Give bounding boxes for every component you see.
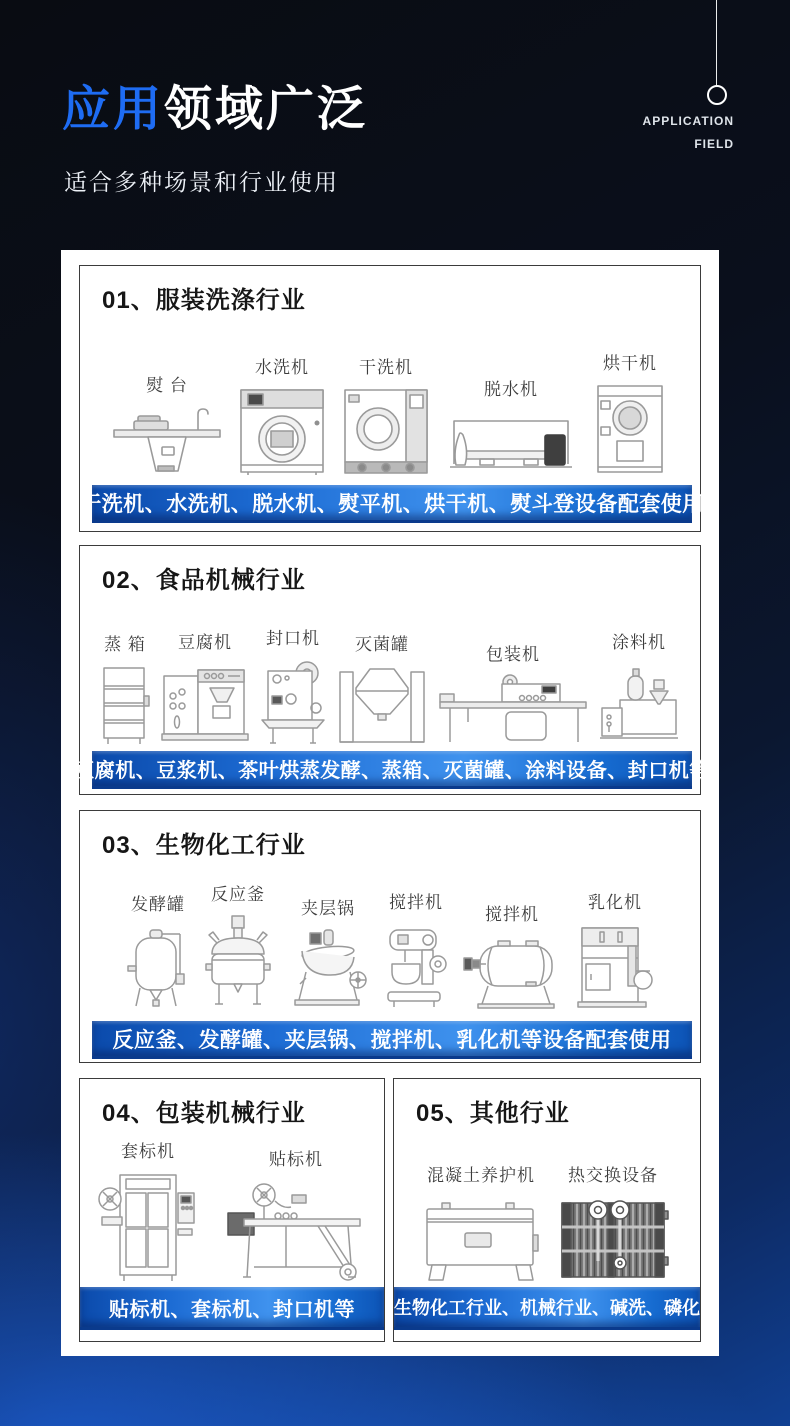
card-banner: 豆腐机、豆浆机、茶叶烘蒸发酵、蒸箱、灭菌罐、涂料设备、封口机等	[92, 751, 692, 789]
tagline-line2: FIELD	[694, 136, 734, 151]
machine-figure	[446, 375, 576, 475]
card-banner: 生物化工行业、机械行业、碱洗、磷化	[394, 1287, 700, 1330]
machine-row	[88, 880, 692, 1010]
card-biochemical	[79, 810, 701, 1063]
machine-figure	[342, 353, 430, 475]
machine-figure	[260, 624, 326, 746]
washing-machine-icon	[238, 387, 326, 475]
content-panel	[61, 250, 719, 1356]
sterilizing-tank-icon	[336, 664, 428, 746]
machine-figure	[336, 630, 428, 746]
machine-row	[88, 349, 692, 475]
coating-machine-icon	[598, 662, 680, 746]
machine-figure	[100, 630, 150, 746]
steam-cabinet-icon	[100, 664, 150, 746]
machine-label: 套标机	[121, 1142, 175, 1161]
drum-mixer-icon	[462, 934, 562, 1010]
machine-label: 包装机	[486, 645, 540, 664]
card-title: 03、生物化工行业	[102, 832, 306, 859]
machine-label: 烘干机	[603, 354, 657, 373]
machine-figure	[576, 888, 654, 1010]
dewatering-machine-icon	[446, 409, 576, 475]
machine-label: 贴标机	[269, 1150, 323, 1169]
machine-label: 乳化机	[588, 893, 642, 912]
title-rest: 领域广泛	[164, 83, 369, 136]
machine-row	[88, 1137, 376, 1283]
machine-row	[88, 624, 692, 746]
drying-machine-icon	[592, 383, 668, 475]
circle-icon	[707, 85, 727, 105]
card-other-industries	[393, 1078, 701, 1342]
card-clothing-washing	[79, 265, 704, 532]
emulsifier-icon	[576, 922, 654, 1010]
machine-label: 灭菌罐	[355, 635, 409, 654]
sleeve-labeler-icon	[98, 1171, 198, 1283]
machine-label: 封口机	[266, 629, 320, 648]
machine-figure	[384, 888, 448, 1010]
machine-label: 混凝土养护机	[427, 1166, 535, 1185]
machine-label: 干洗机	[359, 358, 413, 377]
ironing-table-icon	[112, 405, 222, 475]
machine-label: 涂料机	[612, 633, 666, 652]
machine-figure	[438, 640, 588, 746]
machine-figure	[112, 371, 222, 475]
english-tagline	[643, 110, 734, 156]
card-banner: 干洗机、水洗机、脱水机、熨平机、烘干机、熨斗登设备配套使用	[92, 485, 692, 523]
card-banner: 贴标机、套标机、封口机等	[80, 1287, 384, 1330]
card-packaging-machinery	[79, 1078, 385, 1342]
machine-figure	[462, 900, 562, 1010]
machine-figure	[422, 1161, 540, 1283]
page-subtitle: 适合多种场景和行业使用	[64, 169, 339, 195]
dry-cleaning-machine-icon	[342, 387, 430, 475]
machine-label: 搅拌机	[389, 893, 443, 912]
machine-label: 脱水机	[484, 380, 538, 399]
machine-figure	[204, 880, 272, 1010]
machine-label: 豆腐机	[178, 633, 232, 652]
machine-label: 搅拌机	[485, 905, 539, 924]
machine-label: 熨 台	[146, 376, 188, 395]
sealing-machine-icon	[260, 658, 326, 746]
machine-figure	[160, 628, 250, 746]
machine-label: 水洗机	[255, 358, 309, 377]
machine-figure	[126, 890, 190, 1010]
machine-figure	[226, 1145, 366, 1283]
stand-mixer-icon	[384, 922, 448, 1010]
machine-figure	[286, 894, 370, 1010]
machine-label: 夹层锅	[301, 899, 355, 918]
card-title: 01、服装洗涤行业	[102, 287, 306, 314]
machine-figure	[554, 1161, 672, 1283]
machine-label: 反应釜	[211, 885, 265, 904]
packing-machine-icon	[438, 674, 588, 746]
machine-label: 热交换设备	[568, 1166, 658, 1185]
machine-row	[402, 1161, 692, 1283]
machine-label: 蒸 箱	[104, 635, 146, 654]
jacketed-kettle-icon	[286, 928, 370, 1010]
fermentation-tank-icon	[126, 924, 190, 1010]
hanging-line-ornament	[716, 0, 717, 85]
card-banner: 反应釜、发酵罐、夹层锅、搅拌机、乳化机等设备配套使用	[92, 1021, 692, 1059]
title-highlight: 应用	[62, 83, 165, 136]
labeling-machine-icon	[226, 1179, 366, 1283]
heat-exchanger-icon	[554, 1195, 672, 1283]
machine-figure	[98, 1137, 198, 1283]
machine-label: 发酵罐	[131, 895, 185, 914]
reaction-kettle-icon	[204, 914, 272, 1010]
card-title: 02、食品机械行业	[102, 567, 306, 594]
machine-figure	[592, 349, 668, 475]
card-title: 05、其他行业	[416, 1100, 570, 1127]
page-title	[62, 70, 368, 139]
card-food-machinery	[74, 545, 710, 795]
machine-figure	[238, 353, 326, 475]
concrete-curing-machine-icon	[422, 1195, 540, 1283]
tagline-line1: APPLICATION	[642, 114, 734, 128]
machine-figure	[598, 628, 680, 746]
tofu-machine-icon	[160, 662, 250, 746]
card-title: 04、包装机械行业	[102, 1100, 306, 1127]
